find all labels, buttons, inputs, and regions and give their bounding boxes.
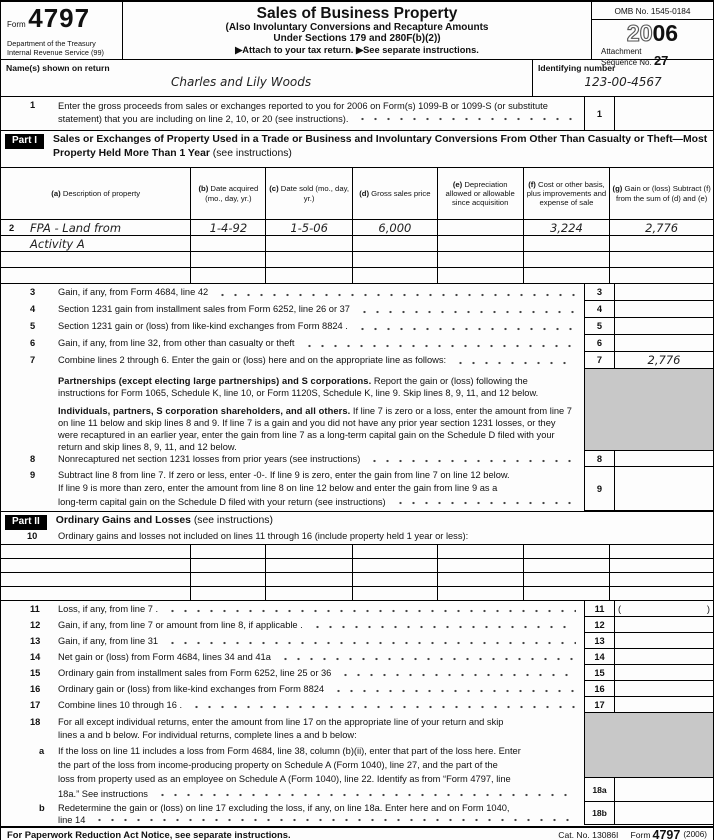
cell-cost-basis[interactable] — [523, 545, 610, 558]
line-8-number: 8 — [30, 454, 36, 464]
name-label: Name(s) shown on return — [6, 63, 110, 73]
line-14-row — [1, 649, 713, 665]
cell-depreciation[interactable] — [437, 587, 523, 600]
line-9-amount-box[interactable] — [614, 467, 713, 511]
cell-cost-basis[interactable] — [523, 573, 610, 586]
cell-gross-price[interactable] — [352, 587, 437, 600]
property-table-header — [1, 168, 713, 220]
line-17-text: Combine lines 10 through 16 . — [58, 700, 183, 710]
line-9-row — [1, 467, 713, 511]
cell-gross-price[interactable] — [352, 559, 437, 572]
partnerships-lead: Partnerships (except electing large partnerships) and S corporations. — [58, 376, 372, 386]
line-18-box-column — [584, 713, 713, 826]
line-14-text: Net gain or (loss) from Form 4684, lines 34 and 41a — [58, 652, 271, 662]
lines-3-7 — [1, 284, 713, 369]
table-row — [1, 220, 713, 236]
individuals-text: If line 7 is zero or a loss, enter the amount from line 7 on line 11 below and skip lines 8 and 9. If line 7 is a gain and you did not have any prior year section 1231 losses, or they were recaptured in an earlier year, enter the gain from line 7 as a long-term capital gain on the Schedule D filed with your return and skip lines 8, 9, 11, and 12 below. — [58, 406, 572, 452]
line-18a-letter: a — [39, 746, 45, 756]
name-value[interactable]: Charles and Lily Woods — [171, 75, 312, 89]
line-11-box-label: 11 — [584, 601, 614, 617]
line-4-number: 4 — [30, 304, 36, 314]
cell-description[interactable] — [1, 587, 190, 600]
line-9-text-l2: If line 9 is more than zero, enter the amount from line 8 on line 12 below and enter the gain from line 9 as a — [58, 483, 498, 494]
line-7-amount-value: 2,776 — [647, 353, 681, 367]
part-2-title-text: Ordinary Gains and Losses — [55, 515, 194, 526]
line-18a-amount-box[interactable] — [614, 778, 713, 802]
sequence-label: Sequence No. — [601, 58, 654, 67]
line-18-text — [58, 716, 503, 742]
form-subtitle — [123, 22, 591, 44]
line-3-amount-box[interactable] — [614, 284, 713, 301]
cell-date-sold[interactable] — [265, 573, 352, 586]
line-14-number: 14 — [30, 652, 41, 662]
line-4-row — [1, 301, 713, 318]
line-1-amount-box[interactable] — [614, 97, 713, 130]
line-18-number: 18 — [30, 717, 41, 727]
ordinary-gains-table — [1, 544, 713, 601]
instruction-paragraphs-row — [1, 369, 713, 451]
line-2-number: 2 — [9, 222, 15, 233]
col-header-description: (a) Description of property — [51, 188, 141, 198]
table-row — [1, 573, 713, 587]
line-14-amount-box[interactable] — [614, 649, 713, 665]
line-18a-text-l4: 18a.” See instructions — [58, 788, 148, 799]
line-10-row — [1, 528, 713, 544]
line-5-text: Section 1231 gain or (loss) from like-kind exchanges from Form 8824 . — [58, 321, 348, 331]
part-2-header — [1, 511, 713, 528]
cell-gain-loss[interactable] — [609, 268, 713, 283]
cell-gross-price[interactable]: 6,000 — [352, 220, 437, 235]
part-1-badge: Part I — [5, 134, 44, 149]
dot-leader — [356, 327, 576, 331]
line-18b-text — [58, 802, 584, 826]
part-2-badge: Part II — [5, 515, 47, 530]
line-15-text: Ordinary gain from installment sales from Form 6252, line 25 or 36 — [58, 668, 332, 678]
line-13-box-label: 13 — [584, 633, 614, 649]
cell-depreciation[interactable] — [437, 236, 523, 251]
line-8-row — [1, 451, 713, 467]
cell-description[interactable] — [1, 545, 190, 558]
attach-instructions: ▶Attach to your tax return. ▶See separate instructions. — [235, 45, 479, 55]
cell-date-sold[interactable] — [265, 545, 352, 558]
cell-cost-basis[interactable] — [523, 559, 610, 572]
line-18b-box-label: 18b — [584, 802, 614, 825]
omb-number: OMB No. 1545-0184 — [592, 2, 713, 20]
mid-section — [1, 369, 713, 511]
line-13-row — [1, 633, 713, 649]
cell-date-sold[interactable] — [265, 268, 352, 283]
line-5-box-label: 5 — [584, 318, 614, 335]
cell-date-sold[interactable] — [265, 587, 352, 600]
line-16-amount-box[interactable] — [614, 681, 713, 697]
line-10-number: 10 — [27, 531, 38, 541]
line-5-row — [1, 318, 713, 335]
cell-description[interactable] — [1, 573, 190, 586]
dot-leader — [332, 689, 576, 693]
line-18a-text-l1: If the loss on line 11 includes a loss from Form 4684, line 38, column (b)(ii), enter that part of the loss here. Enter — [58, 746, 521, 756]
attachment-word: Attachment — [601, 47, 642, 56]
line-14-box-label: 14 — [584, 649, 614, 665]
line-18b-text-l1: Redetermine the gain or (loss) on line 17 excluding the loss, if any, on line 18a. Enter here and on Form 1040, — [58, 802, 510, 813]
cell-cost-basis[interactable] — [523, 236, 610, 251]
line-6-box-label: 6 — [584, 335, 614, 352]
line-7-number: 7 — [30, 355, 36, 365]
cell-gross-price[interactable] — [352, 573, 437, 586]
cell-date-sold[interactable] — [265, 236, 352, 251]
cell-date-acquired[interactable] — [190, 268, 265, 283]
line-12-number: 12 — [30, 620, 41, 630]
cell-date-acquired[interactable] — [190, 236, 265, 251]
line-13-amount-box[interactable] — [614, 633, 713, 649]
cell-date-acquired[interactable] — [190, 573, 265, 586]
line-18a-box-label: 18a — [584, 778, 614, 802]
line-9-text — [58, 467, 584, 511]
part-1-title — [53, 133, 713, 160]
cell-cost-basis[interactable] — [523, 268, 610, 283]
line-1-number: 1 — [30, 100, 36, 110]
line-16-number: 16 — [30, 684, 41, 694]
col-header-depreciation: (e) Depreciation allowed or allowable since acquisition — [437, 168, 523, 219]
dept-line1: Department of the Treasury — [7, 39, 96, 48]
individuals-paragraph — [58, 405, 574, 453]
table-row — [1, 268, 713, 284]
dot-leader — [156, 793, 576, 797]
part-2-title — [56, 514, 273, 528]
line-11-number: 11 — [30, 604, 40, 614]
cell-description[interactable]: 2 FPA - Land from — [1, 220, 190, 235]
shaded-area — [584, 713, 713, 778]
footer-form-word: Form — [630, 830, 651, 840]
line-7-amount-box[interactable] — [614, 352, 713, 369]
dot-leader — [279, 657, 576, 661]
form-number: 4797 — [28, 3, 91, 33]
cell-description[interactable] — [1, 268, 190, 283]
dot-leader — [166, 609, 576, 613]
form-identity-block — [1, 2, 123, 59]
line-3-row — [1, 284, 713, 301]
cell-gain-loss[interactable]: 2,776 — [609, 220, 713, 235]
dot-leader — [394, 501, 576, 505]
cell-cost-basis[interactable] — [523, 587, 610, 600]
cell-date-sold[interactable] — [265, 252, 352, 267]
form-word: Form — [7, 20, 26, 29]
open-paren: ( — [618, 603, 622, 614]
line-6-row — [1, 335, 713, 352]
col-header-gain-loss: (g) Gain or (loss) Subtract (f) from the sum of (d) and (e) — [609, 168, 713, 219]
line-18b-amount-box[interactable] — [614, 802, 713, 825]
line-18-section — [1, 713, 713, 826]
dept-line2: Internal Revenue Service (99) — [7, 47, 104, 57]
table-row — [1, 545, 713, 559]
dot-leader — [93, 818, 576, 822]
form-number-block — [7, 3, 118, 33]
cell-gain-loss[interactable] — [609, 236, 713, 251]
individuals-lead: Individuals, partners, S corporation shareholders, and all others. — [58, 406, 351, 416]
line-18a-text — [58, 744, 584, 801]
line-13-number: 13 — [30, 636, 41, 646]
line-18b-text-l2: line 14 — [58, 814, 86, 825]
cell-gross-price[interactable] — [352, 268, 437, 283]
line-9-text-l3: long-term capital gain on the Schedule D filed with your return (see instructions) — [58, 496, 386, 507]
line-11-amount-box[interactable] — [614, 601, 713, 617]
tax-year — [592, 20, 713, 45]
dot-leader — [356, 117, 576, 121]
line-7-row — [1, 352, 713, 369]
line-17-number: 17 — [30, 700, 41, 710]
line-10-text: Ordinary gains and losses not included on lines 11 through 16 (include property held 1 year or less): — [58, 531, 469, 541]
dot-leader — [311, 625, 576, 629]
subtitle-line2: Under Sections 179 and 280F(b)(2)) — [273, 33, 441, 44]
line-9-text-l1: Subtract line 8 from line 7. If zero or less, enter -0-. If line 9 is zero, enter the gain from line 7 on line 12 below. — [58, 470, 510, 480]
line-5-number: 5 — [30, 321, 36, 331]
lines-11-17 — [1, 601, 713, 713]
taxpayer-row — [1, 60, 713, 97]
line-1-text-l1: Enter the gross proceeds from sales or exchanges reported to you for 2006 on Form(s) 1099-B or 1099-S (or substitute — [58, 101, 548, 111]
line-1-text — [58, 97, 584, 130]
part-1-title-text: Sales or Exchanges of Property Used in a Trade or Business and Involuntary Conversions From Other Than Casualty or Theft—Most Property Held More Than 1 Year — [53, 134, 708, 159]
line-18a-boxes — [584, 778, 713, 802]
cell-gross-price[interactable] — [352, 236, 437, 251]
line-1-row — [1, 97, 713, 131]
line-7-text: Combine lines 2 through 6. Enter the gain or (loss) here and on the appropriate line as follows: — [58, 355, 447, 365]
cell-depreciation[interactable] — [437, 559, 523, 572]
cell-cost-basis[interactable] — [523, 252, 610, 267]
line-17-amount-box[interactable] — [614, 697, 713, 713]
sequence-number: 27 — [653, 53, 669, 68]
cell-depreciation[interactable] — [437, 220, 523, 235]
line-12-amount-box[interactable] — [614, 617, 713, 633]
line-3-text: Gain, if any, from Form 4684, line 42 — [58, 287, 209, 297]
dot-leader — [216, 293, 576, 297]
table-row — [1, 236, 713, 252]
dot-leader — [454, 361, 576, 365]
dot-leader — [358, 310, 576, 314]
col-header-date-acquired: (b) Date acquired (mo., day, yr.) — [190, 168, 265, 219]
cell-description[interactable]: Activity A — [30, 236, 85, 251]
cell-description[interactable] — [1, 252, 190, 267]
line-18-text-l1: For all except individual returns, enter the amount from line 17 on the appropriate line of your return and skip — [58, 717, 504, 727]
part-1-title-note: (see instructions) — [212, 147, 292, 159]
table-row — [1, 252, 713, 268]
dot-leader — [166, 641, 576, 645]
line-9-box-label: 9 — [584, 467, 614, 511]
line-18b-boxes — [584, 802, 713, 825]
cell-gain-loss[interactable] — [609, 573, 713, 586]
instruction-paragraphs — [1, 369, 584, 451]
col-header-cost-basis: (f) Cost or other basis, plus improvements and expense of sale — [523, 168, 610, 219]
cell-depreciation[interactable] — [437, 252, 523, 267]
line-17-row — [1, 697, 713, 713]
part-1-header — [1, 131, 713, 167]
tax-year-suffix: 06 — [652, 20, 679, 46]
cell-gross-price[interactable] — [352, 252, 437, 267]
cell-date-acquired[interactable] — [190, 252, 265, 267]
dot-leader — [368, 459, 576, 463]
line-18a-text-l2: the part of the loss from income-producing property on Schedule A (Form 1040), line 27, and the part of the — [58, 760, 498, 771]
line-3-number: 3 — [30, 287, 36, 297]
line-16-text: Ordinary gain or (loss) from like-kind exchanges from Form 8824 — [58, 684, 325, 694]
line-4-text: Section 1231 gain from installment sales from Form 6252, line 26 or 37 — [58, 304, 350, 314]
col-header-date-sold: (c) Date sold (mo., day, yr.) — [265, 168, 352, 219]
property-table-body — [1, 220, 713, 284]
line-18b-row — [1, 801, 584, 826]
line-4-box-label: 4 — [584, 301, 614, 318]
line-11-text: Loss, if any, from line 7 . — [58, 604, 159, 614]
cell-gain-loss[interactable] — [609, 587, 713, 600]
cell-gain-loss[interactable] — [609, 252, 713, 267]
line-12-row — [1, 617, 713, 633]
line-7-box-label: 7 — [584, 352, 614, 369]
line-13-text: Gain, if any, from line 31 — [58, 636, 159, 646]
line-16-row — [1, 681, 713, 697]
line-5-amount-box[interactable] — [614, 318, 713, 335]
cell-date-acquired[interactable] — [190, 545, 265, 558]
part-2-title-note: (see instructions) — [193, 515, 273, 526]
line-17-box-label: 17 — [584, 697, 614, 713]
line-15-box-label: 15 — [584, 665, 614, 681]
line-15-row — [1, 665, 713, 681]
line-1-box-label: 1 — [584, 97, 614, 130]
table-row — [1, 559, 713, 573]
partnerships-text: Report the gain or (loss) following the instructions for Form 1065, Schedule K, line 10, or Form 1120S, Schedule K, line 9. Skip lines 8, 9, 11, and 12 below. — [58, 376, 539, 398]
line-12-text: Gain, if any, from line 7 or amount from line 8, if applicable . — [58, 620, 303, 630]
cell-date-sold[interactable] — [265, 559, 352, 572]
line-12-box-label: 12 — [584, 617, 614, 633]
cell-gain-loss[interactable] — [609, 545, 713, 558]
col-header-gross-price: (d) Gross sales price — [352, 168, 437, 219]
partnerships-paragraph — [58, 375, 574, 399]
cell-date-acquired[interactable]: 1-4-92 — [190, 220, 265, 235]
identifying-number-field[interactable] — [532, 60, 713, 96]
line-18a-text-l3: loss from property used as an employee on Schedule A (Form 1040), line 22. Identify as from “Form 4797, line — [58, 774, 511, 785]
line-6-number: 6 — [30, 338, 36, 348]
line-16-box-label: 16 — [584, 681, 614, 697]
line-8-text: Nonrecaptured net section 1231 losses from prior years (see instructions) — [58, 454, 361, 464]
subtitle-line1: (Also Involuntary Conversions and Recapture Amounts — [225, 22, 489, 33]
line-6-text: Gain, if any, from line 32, from other than casualty or theft — [58, 338, 295, 348]
line-9-number: 9 — [30, 470, 36, 480]
catalog-number: Cat. No. 13086I — [558, 830, 619, 840]
line-18-text-column — [1, 713, 584, 826]
cell-date-sold[interactable]: 1-5-06 — [265, 220, 352, 235]
dot-leader — [190, 705, 576, 709]
footer-form-year: (2006) — [683, 830, 707, 839]
line-1-text-l2: statement) that you are including on line 2, 10, or 20 (see instructions). — [58, 113, 349, 124]
cell-depreciation[interactable] — [437, 573, 523, 586]
table-row — [1, 587, 713, 601]
form-title-block — [123, 2, 591, 59]
cell-gain-loss[interactable] — [609, 559, 713, 572]
omb-block — [591, 2, 713, 68]
dot-leader — [339, 673, 576, 677]
line-15-amount-box[interactable] — [614, 665, 713, 681]
dot-leader — [303, 344, 577, 348]
line-8-amount-box[interactable] — [614, 451, 713, 467]
property-table — [1, 167, 713, 284]
line-18a-row — [1, 742, 584, 801]
line-18b-letter: b — [39, 802, 45, 813]
identifying-number-label: Identifying number — [538, 63, 616, 73]
close-paren: ) — [706, 603, 710, 614]
shaded-area — [584, 369, 713, 451]
paperwork-notice: For Paperwork Reduction Act Notice, see separate instructions. — [7, 829, 291, 840]
cell-gross-price[interactable] — [352, 545, 437, 558]
line-3-box-label: 3 — [584, 284, 614, 301]
cell-date-acquired[interactable] — [190, 587, 265, 600]
cell-date-acquired[interactable] — [190, 559, 265, 572]
form-title: Sales of Business Property — [256, 5, 458, 22]
line-8-box-label: 8 — [584, 451, 614, 467]
line-4-amount-box[interactable] — [614, 301, 713, 318]
cell-depreciation[interactable] — [437, 545, 523, 558]
treasury-dept — [7, 40, 118, 57]
name-field[interactable] — [1, 60, 532, 96]
form-footer — [1, 826, 713, 840]
cell-depreciation[interactable] — [437, 268, 523, 283]
line-18-row — [1, 713, 584, 742]
footer-form-number: 4797 — [652, 828, 681, 840]
cell-description[interactable] — [1, 559, 190, 572]
identifying-number-value[interactable]: 123-00-4567 — [584, 75, 662, 89]
tax-year-prefix: 20 — [626, 20, 653, 46]
cell-cost-basis[interactable]: 3,224 — [523, 220, 610, 235]
line-6-amount-box[interactable] — [614, 335, 713, 352]
line-15-number: 15 — [30, 668, 41, 678]
line-11-row — [1, 601, 713, 617]
line-18-text-l2: lines a and b below. For individual returns, complete lines a and b below: — [58, 730, 357, 740]
